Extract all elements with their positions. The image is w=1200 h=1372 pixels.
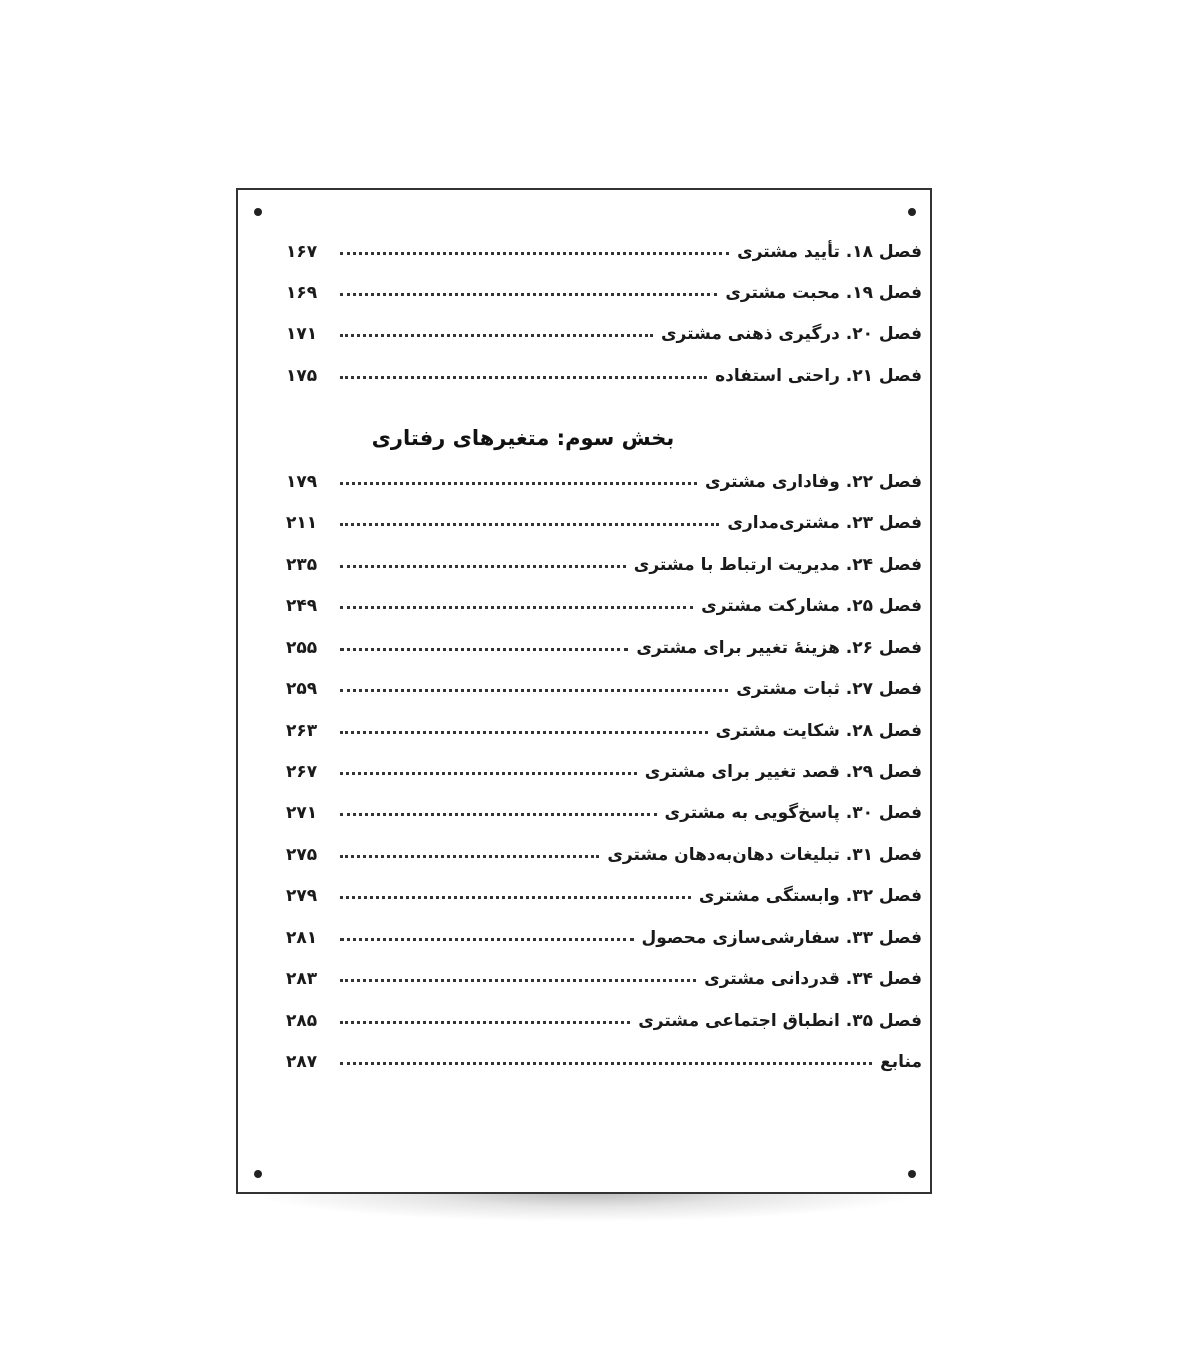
toc-entry-page: ۲۷۱ [286,803,318,823]
dot-leader [340,731,708,734]
toc-entry-title: منابع [880,1052,922,1072]
toc-entry-page: ۲۵۹ [286,679,318,699]
toc-entry-title: فصل ۲۵. مشارکت مشتری [701,596,922,616]
toc-entry-page: ۲۸۱ [286,928,318,948]
toc-entry-chapter-33 [286,918,922,948]
dot-leader [340,1021,630,1024]
corner-dot-icon [908,208,916,216]
toc-entry-chapter-26 [286,628,922,658]
dot-leader [340,606,693,609]
toc-entry-page: ۲۸۵ [286,1011,318,1031]
section-heading: بخش سوم: متغیرهای رفتاری [371,426,675,450]
toc-entry-title: فصل ۳۲. وابستگی مشتری [698,886,922,906]
toc-entry-page: ۲۸۳ [286,969,318,989]
toc-entry-page: ۲۷۹ [286,886,318,906]
toc-entry-chapter-23 [286,503,922,533]
toc-entry-title: فصل ۲۳. مشتری‌مداری [727,513,922,533]
dot-leader [340,523,719,526]
dot-leader [340,896,691,899]
toc-entry-chapter-32 [286,876,922,906]
toc-entry-title: فصل ۲۸. شکایت مشتری [715,721,922,741]
dot-leader [340,772,637,775]
toc-entry-chapter-24 [286,545,922,575]
toc-entry-chapter-18 [286,232,922,262]
dot-leader [340,648,628,651]
toc-entry-chapter-21 [286,356,922,386]
dot-leader [340,293,717,296]
toc-entry-chapter-28 [286,711,922,741]
toc-entry-page: ۲۷۵ [286,845,318,865]
toc-entry-title: فصل ۲۲. وفاداری مشتری [705,472,922,492]
dot-leader [340,376,707,379]
toc-entry-page: ۲۶۳ [286,721,318,741]
corner-dot-icon [908,1170,916,1178]
dot-leader [340,334,653,337]
toc-entry-title: فصل ۳۳. سفارشی‌سازی محصول [641,928,922,948]
toc-entry-chapter-29 [286,752,922,782]
toc-entry-chapter-20 [286,314,922,344]
toc-entry-title: فصل ۳۱. تبلیغات دهان‌به‌دهان مشتری [607,845,922,865]
dot-leader [340,252,729,255]
toc-entry-page: ۲۶۷ [286,762,318,782]
toc-entry-page: ۱۷۱ [286,324,318,344]
toc-entry-chapter-25 [286,586,922,616]
toc-entry-page: ۲۵۵ [286,638,318,658]
toc-entry-title: فصل ۲۰. درگیری ذهنی مشتری [660,324,922,344]
dot-leader [340,855,599,858]
toc-entry-title: فصل ۲۱. راحتی استفاده [715,366,922,386]
toc-entry-chapter-22 [286,462,922,492]
dot-leader [340,565,626,568]
toc-entry-page: ۱۶۷ [286,242,318,262]
toc-entry-title: فصل ۲۴. مدیریت ارتباط با مشتری [633,555,922,575]
toc-entry-page: ۲۱۱ [286,513,318,533]
toc-entry-title: فصل ۱۸. تأیید مشتری [737,242,922,262]
toc-entry-page: ۲۳۵ [286,555,318,575]
toc-entry-title: فصل ۳۵. انطباق اجتماعی مشتری [638,1011,922,1031]
corner-dot-icon [254,208,262,216]
toc-entry-chapter-31 [286,835,922,865]
dot-leader [340,1062,872,1065]
toc-entry-chapter-35 [286,1001,922,1031]
toc-entry-page: ۲۴۹ [286,596,318,616]
toc-entry-title: فصل ۳۰. پاسخ‌گویی به مشتری [664,803,922,823]
toc-entry-title: فصل ۱۹. محبت مشتری [725,283,922,303]
toc-entry-title: فصل ۲۹. قصد تغییر برای مشتری [644,762,922,782]
dot-leader [340,979,696,982]
toc-entry-references [286,1042,922,1072]
dot-leader [340,938,634,941]
page-shadow [246,1192,926,1222]
toc-page-card [236,188,932,1194]
corner-dot-icon [254,1170,262,1178]
toc-entry-page: ۱۷۹ [286,472,318,492]
toc-entry-chapter-34 [286,959,922,989]
toc-entry-chapter-27 [286,669,922,699]
toc-entry-title: فصل ۳۴. قدردانی مشتری [704,969,922,989]
toc-entry-chapter-30 [286,793,922,823]
dot-leader [340,689,728,692]
toc-entry-title: فصل ۲۶. هزینهٔ تغییر برای مشتری [636,638,922,658]
dot-leader [340,813,657,816]
toc-entry-chapter-19 [286,273,922,303]
toc-entry-title: فصل ۲۷. ثبات مشتری [736,679,922,699]
dot-leader [340,482,697,485]
toc-entry-page: ۲۸۷ [286,1052,318,1072]
toc-entry-page: ۱۶۹ [286,283,318,303]
toc-entry-page: ۱۷۵ [286,366,318,386]
